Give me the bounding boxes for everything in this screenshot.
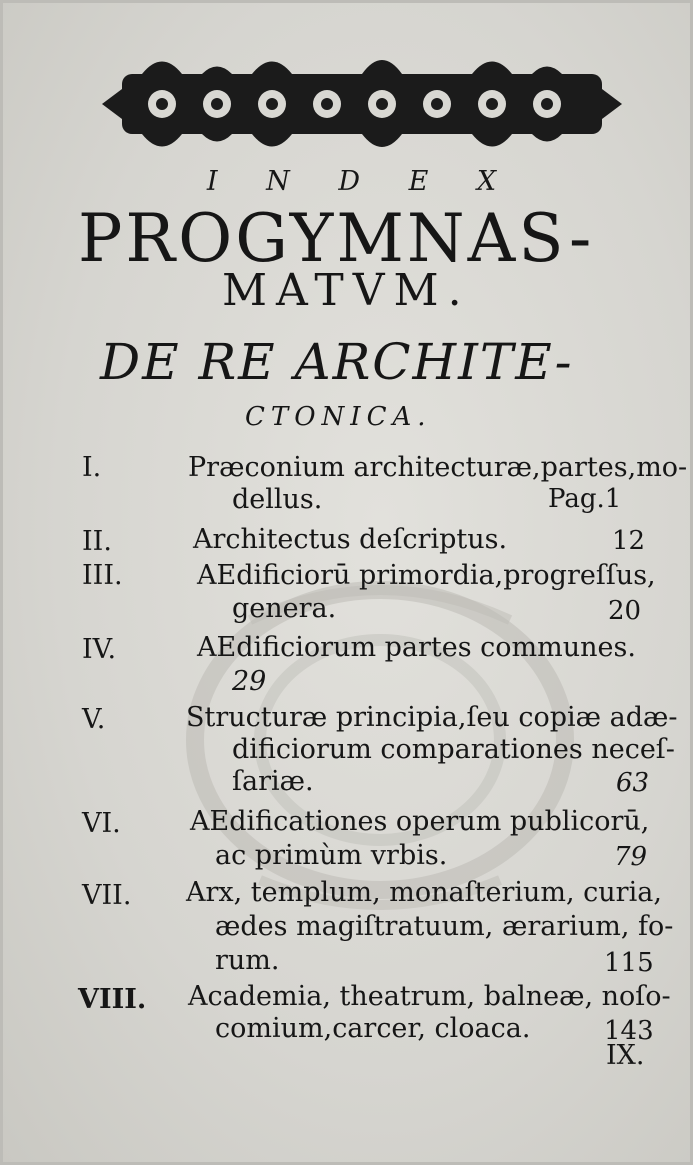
entry-text-line: genera. (232, 593, 337, 624)
entry-text-line: Academia, theatrum, balneæ, noſo- (188, 981, 671, 1012)
entry-text-line: ædes magiſtratuum, ærarium, fo- (215, 911, 674, 942)
entry-text-line: 29 (232, 666, 267, 697)
entry-text-line: comium,carcer, cloaca. (215, 1013, 531, 1044)
title-line-4: CTONICA. (245, 402, 432, 432)
entry-number: V. (82, 704, 106, 735)
entry-text-line: AEdificiorū primordia,progreſſus, (197, 560, 656, 591)
entry-text-line: Prӕconium architecturӕ,partes,mo- (188, 452, 688, 483)
entry-page: Pag.1 (548, 484, 622, 514)
entry-number: VII. (82, 880, 132, 911)
index-heading: I N D E X (206, 166, 517, 197)
entry-text-line: ſariæ. (232, 766, 314, 797)
entry-number: VIII. (78, 984, 147, 1015)
title-line-1: PROGYMNAS- (78, 200, 595, 277)
entry-text-line: Architectus deſcriptus. (193, 524, 508, 555)
entry-page: 79 (614, 842, 648, 872)
entry-text-line: dificiorum comparationes neceſ- (232, 734, 675, 765)
entry-number: VI. (82, 808, 121, 839)
entry-text-line: dellus. (232, 484, 323, 515)
entry-number: II. (82, 526, 112, 557)
entry-text-line: Arx, templum, monaſterium, curia, (186, 877, 662, 908)
entry-page: 143 (604, 1016, 654, 1046)
entry-page: 115 (604, 948, 654, 978)
entry-page: 20 (608, 596, 642, 626)
ornamental-headpiece (92, 44, 632, 160)
entry-page: 63 (616, 768, 650, 798)
entry-text-line: Structuræ principia,ſeu copiæ adæ- (186, 702, 678, 733)
title-line-2: MATVM. (222, 265, 471, 316)
entry-text-line: AEdificiorum partes communes. (197, 632, 636, 663)
title-line-3: DE RE ARCHITE- (100, 333, 574, 391)
catchword: IX. (606, 1040, 645, 1071)
entry-text-line: AEdificationes operum publicorū, (190, 806, 650, 837)
entry-page: 12 (612, 526, 646, 556)
entry-number: I. (82, 452, 102, 483)
entry-text-line: ac primùm vrbis. (215, 840, 448, 871)
entry-number: III. (82, 560, 123, 591)
entry-number: IV. (82, 634, 117, 665)
entry-text-line: rum. (215, 945, 280, 976)
